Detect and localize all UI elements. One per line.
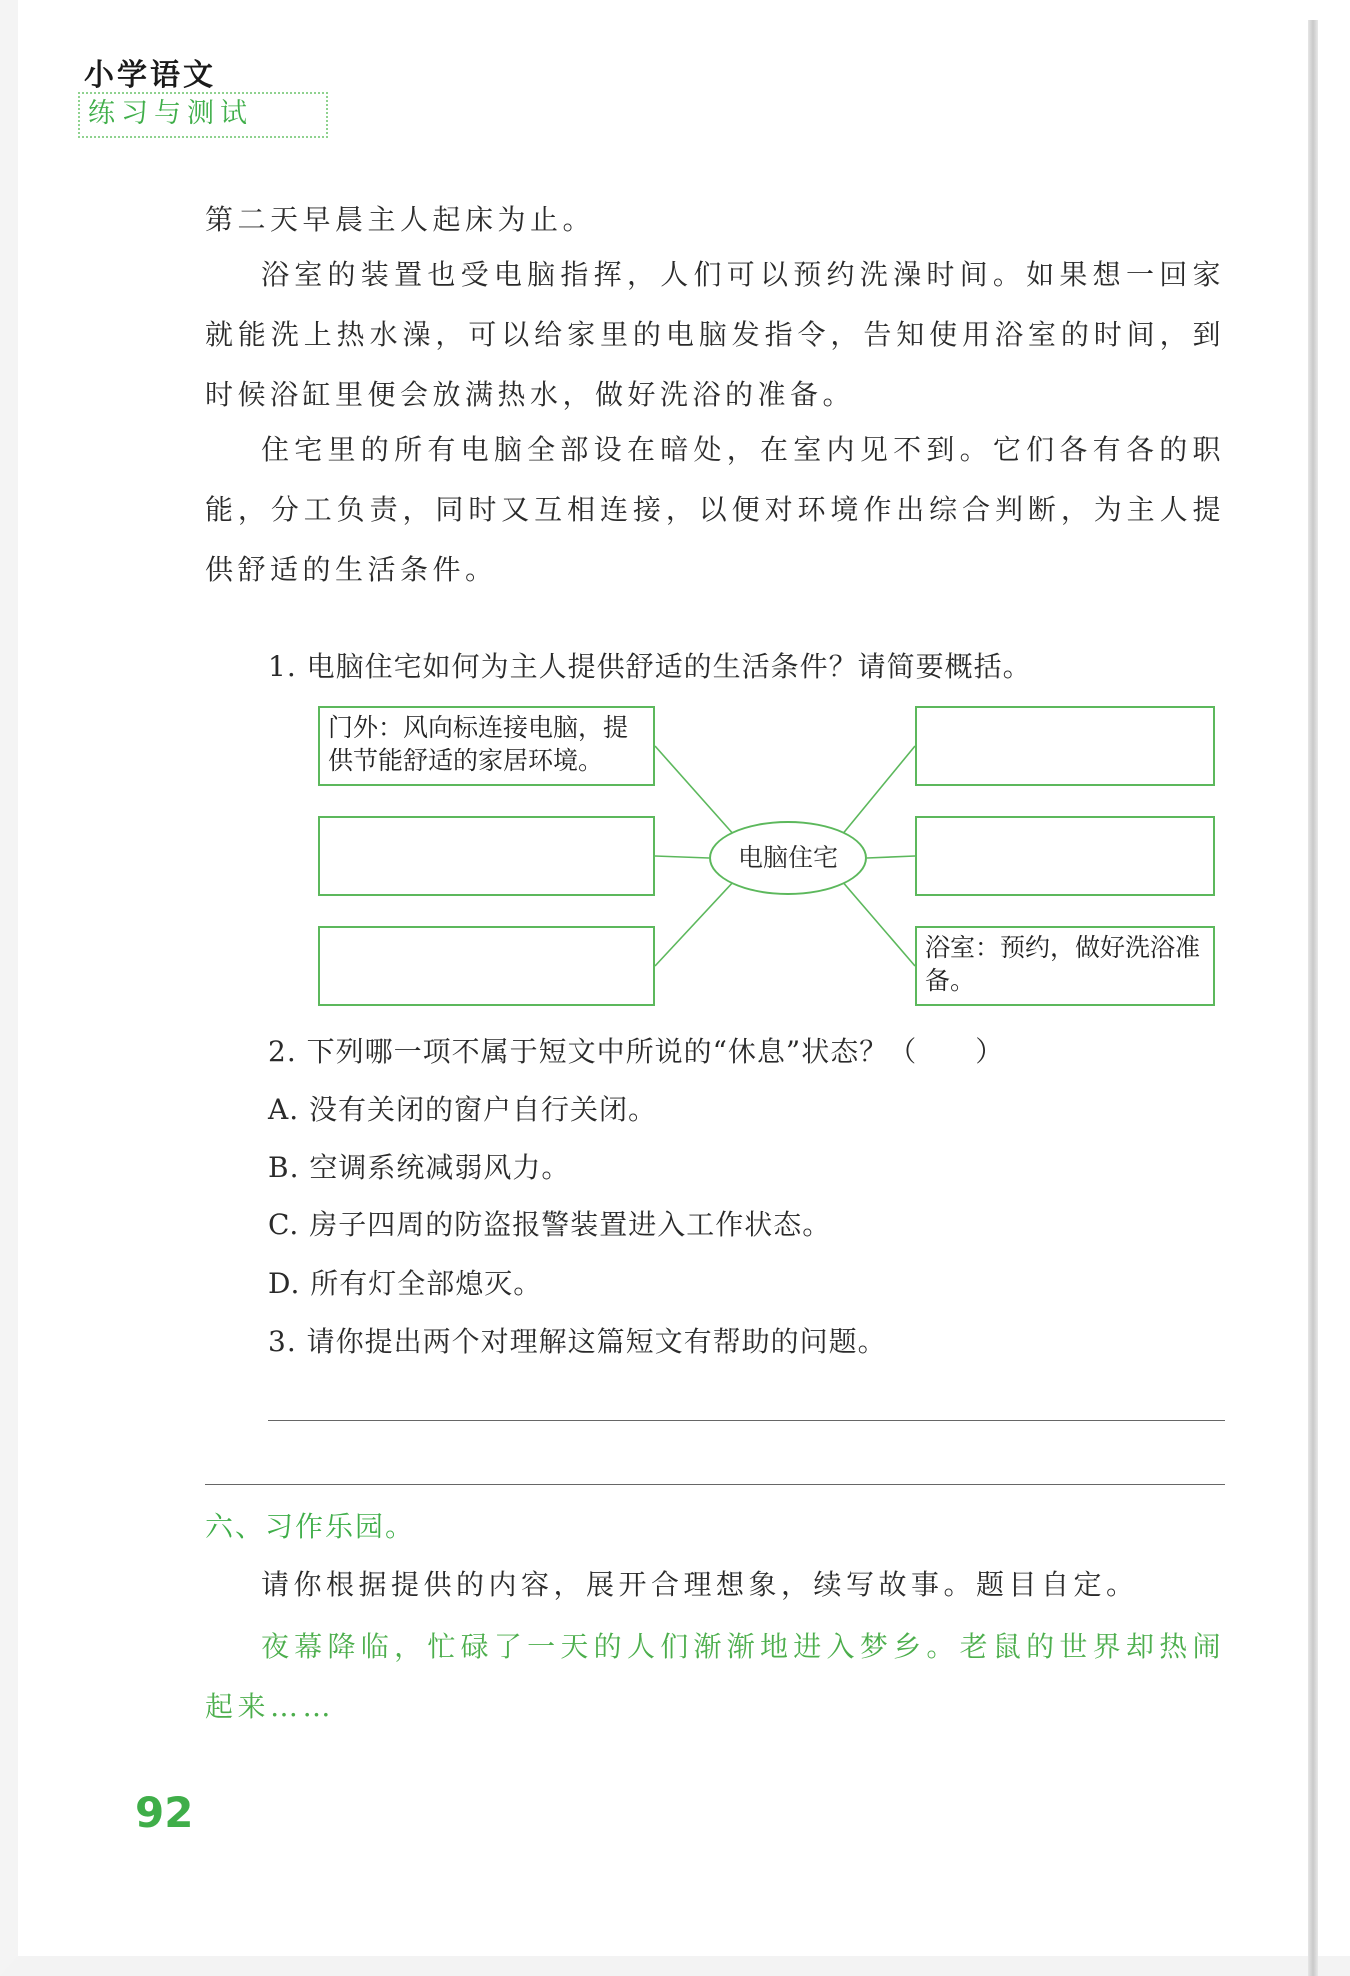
writing-prompt: 夜幕降临，忙碌了一天的人们渐渐地进入梦乡。老鼠的世界却热闹起来……	[205, 1630, 1225, 1723]
page-number: 92	[135, 1788, 194, 1837]
diagram-box-bottom-left[interactable]	[318, 926, 655, 1006]
option-b[interactable]: B. 空调系统减弱风力。	[268, 1151, 571, 1184]
question-1: 1. 电脑住宅如何为主人提供舒适的生活条件？请简要概括。	[268, 650, 1032, 683]
passage-paragraph-3: 住宅里的所有电脑全部设在暗处，在室内见不到。它们各有各的职能，分工负责，同时又互相连接，以便对环境作出综合判断，为主人提供舒适的生活条件。	[205, 433, 1225, 586]
writing-instruction: 请你根据提供的内容，展开合理想象，续写故事。题目自定。	[261, 1568, 1139, 1601]
passage-paragraph-2: 浴室的装置也受电脑指挥，人们可以预约洗澡时间。如果想一回家就能洗上热水澡，可以给家里的电脑发指令，告知使用浴室的时间，到时候浴缸里便会放满热水，做好洗浴的准备。	[205, 258, 1225, 411]
option-d[interactable]: D. 所有灯全部熄灭。	[268, 1267, 543, 1300]
option-a[interactable]: A. 没有关闭的窗户自行关闭。	[268, 1093, 658, 1126]
question-2: 2. 下列哪一项不属于短文中所说的“休息”状态？（ ）	[268, 1035, 1005, 1068]
option-c[interactable]: C. 房子四周的防盗报警装置进入工作状态。	[268, 1208, 832, 1241]
diagram-box-top-right[interactable]	[915, 706, 1215, 786]
answer-line-2[interactable]	[205, 1484, 1225, 1485]
diagram-box-middle-left[interactable]	[318, 816, 655, 896]
question-3: 3. 请你提出两个对理解这篇短文有帮助的问题。	[268, 1325, 887, 1358]
passage-paragraph-1: 第二天早晨主人起床为止。	[205, 203, 596, 236]
section-title-writing: 六、习作乐园。	[205, 1510, 416, 1543]
header-subtitle: 练习与测试	[78, 92, 328, 138]
diagram-box-bottom-right: 浴室：预约，做好洗浴准备。	[915, 926, 1215, 1006]
diagram-box-top-left: 门外：风向标连接电脑，提供节能舒适的家居环境。	[318, 706, 655, 786]
header-title: 小学语文	[84, 58, 216, 93]
answer-line-1[interactable]	[268, 1420, 1225, 1421]
diagram-box-middle-right[interactable]	[915, 816, 1215, 896]
diagram-center-node: 电脑住宅	[709, 821, 867, 895]
